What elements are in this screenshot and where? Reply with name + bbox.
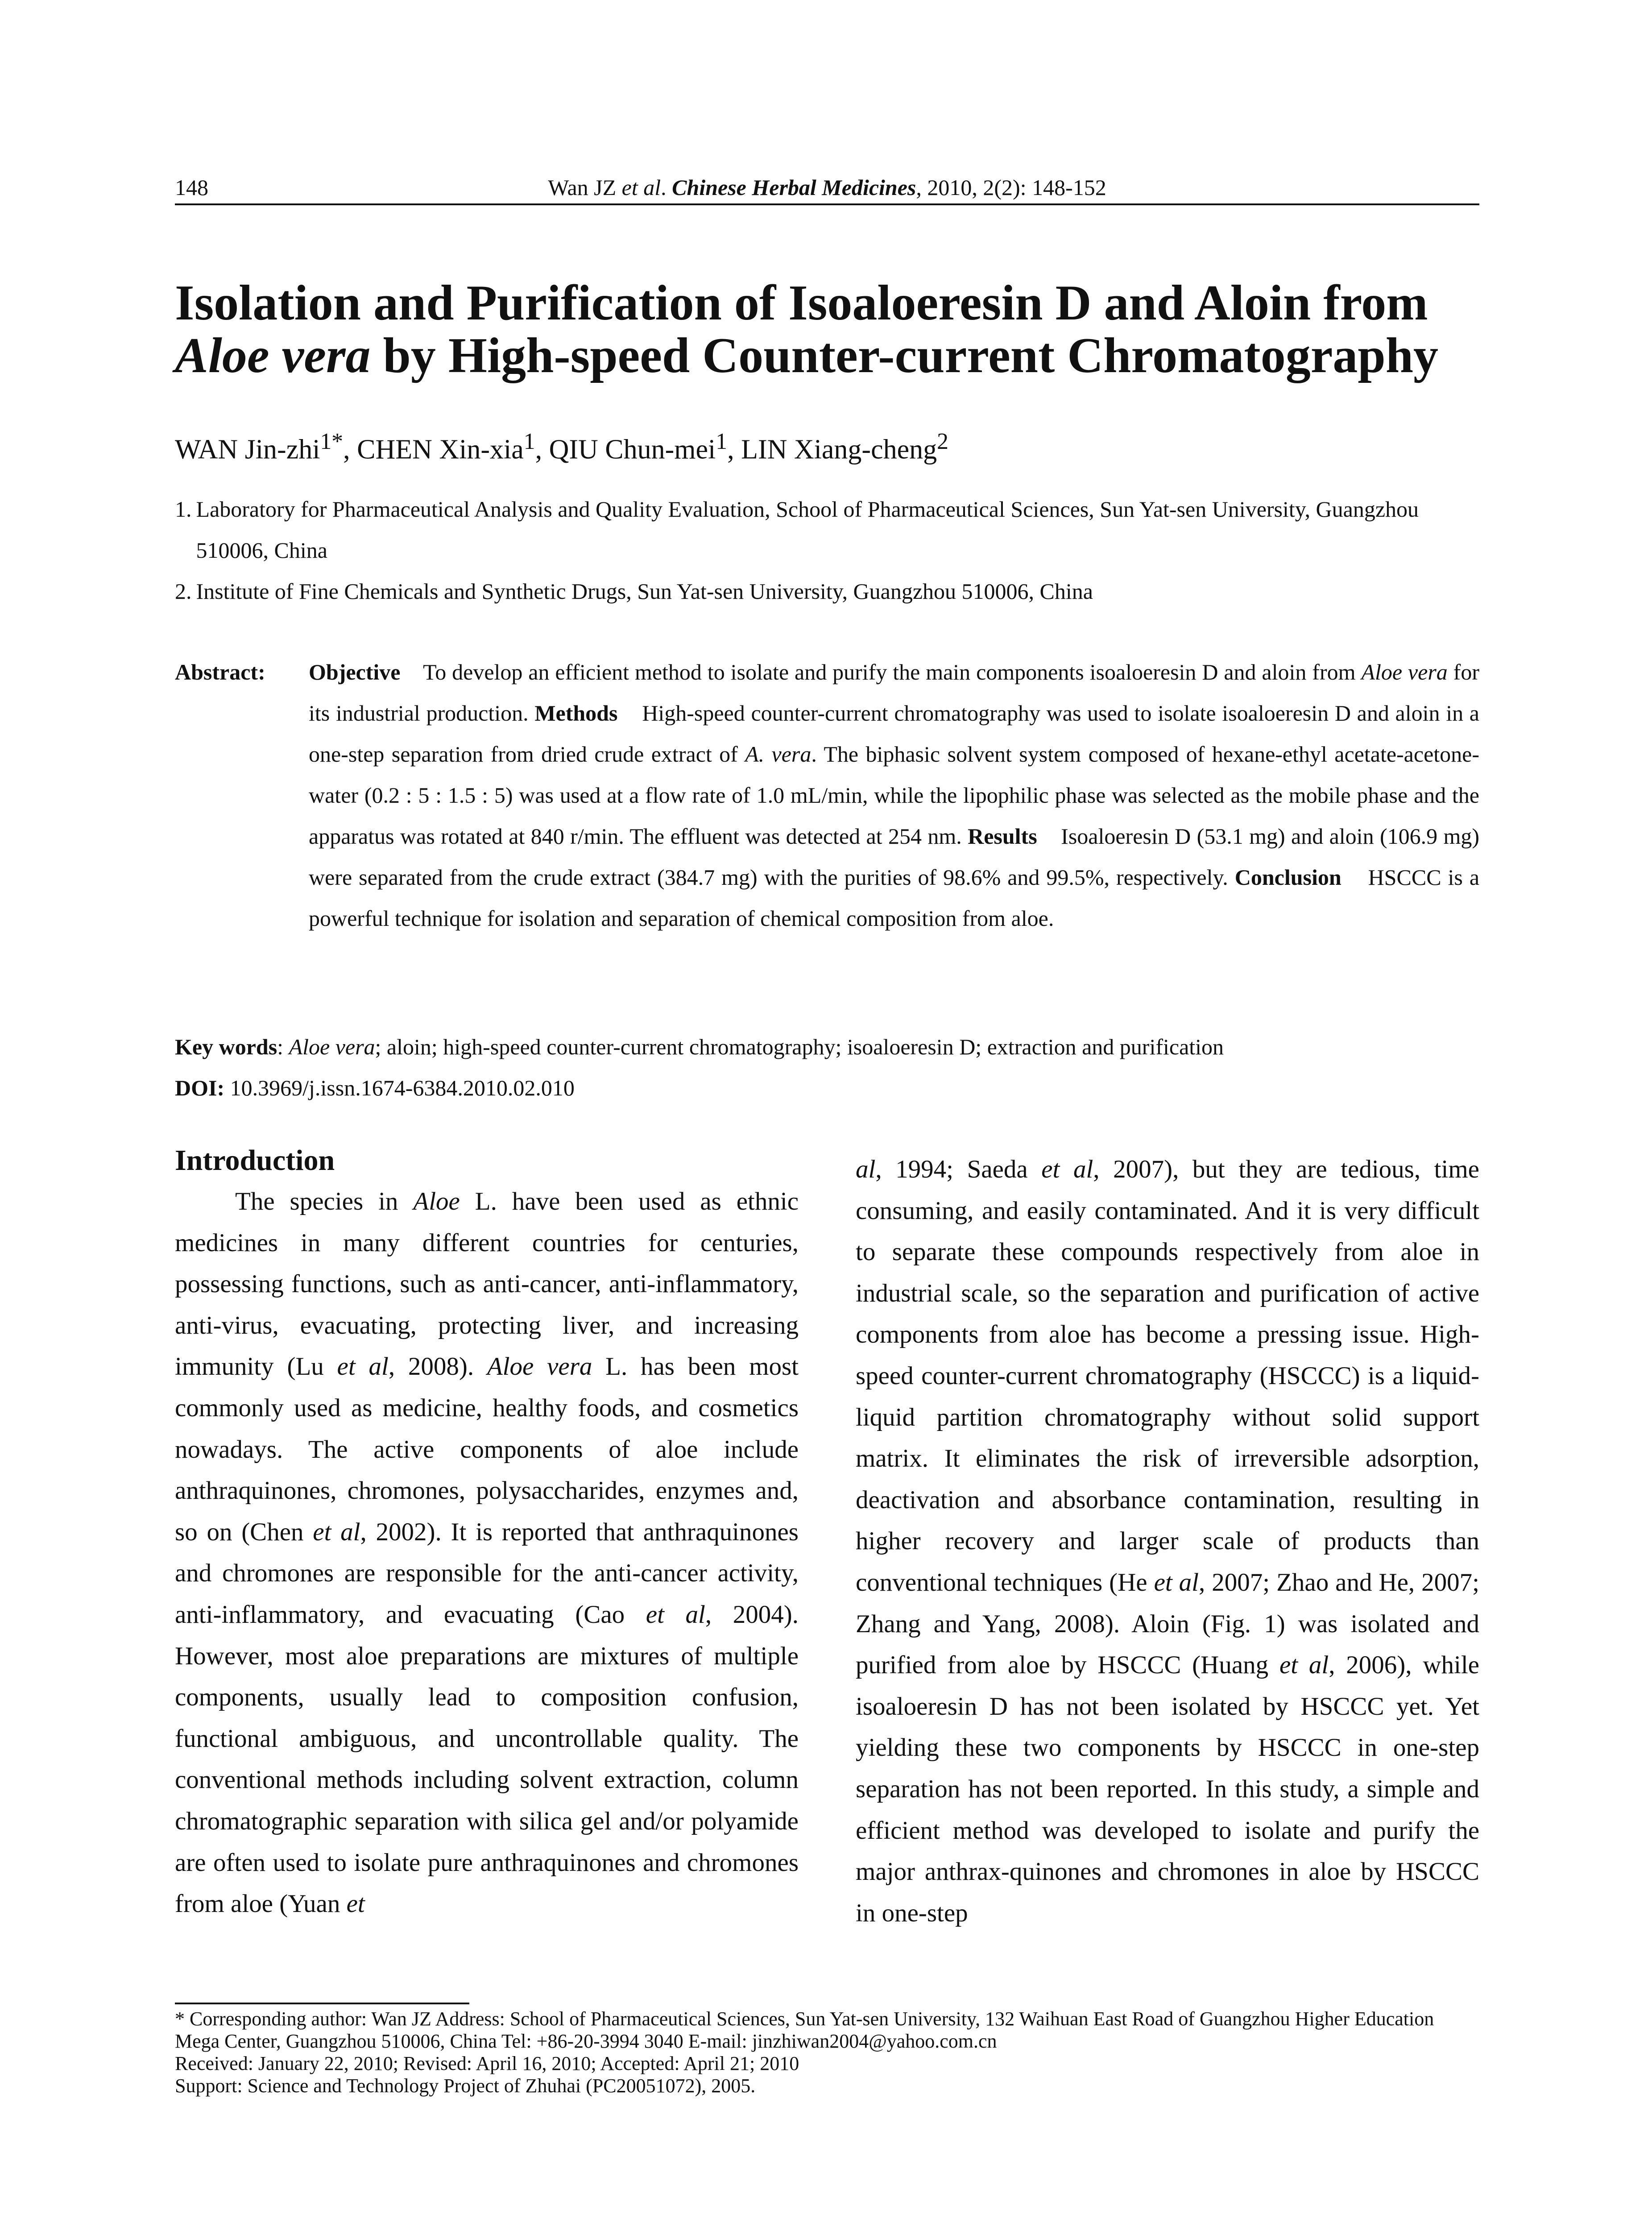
author-affiliation-mark: 2 <box>937 429 948 454</box>
author-affiliation-mark: 1 <box>716 429 728 454</box>
abstract <box>175 651 1479 939</box>
support-note: Support: Science and Technology Project of Zhuhai (PC20051072), 2005. <box>175 2075 756 2097</box>
abstract-body: Objective To develop an efficient method to isolate and purify the main components isoaloeresin D and aloin from Aloe vera for its industrial production. Methods High-speed counter-current chromatography was used to isolate isoaloeresin D and aloin in a one-step separation from dried crude extract of A. vera. The biphasic solvent system composed of hexane-ethyl acetate-acetone-water (0.2 : 5 : 1.5 : 5) was used at a flow rate of 1.0 mL/min, while the lipophilic phase was selected as the mobile phase and the apparatus was rotated at 840 r/min. The effluent was detected at 254 nm. Results Isoaloeresin D (53.1 mg) and aloin (106.9 mg) were separated from the crude extract (384.7 mg) with the purities of 98.6% and 99.5%, respectively. Conclusion HSCCC is a powerful technique for isolation and separation of chemical composition from aloe. <box>309 659 1480 931</box>
right-column <box>856 1149 1479 1934</box>
corresponding-author-note: * Corresponding author: Wan JZ Address: School of Pharmaceutical Sciences, Sun Yat-sen University, 132 Waihuan East Road of Guangzhou Higher Education Mega Center, Guangzhou 510006, China Tel: +86-20-3994 3040 E-mail: jinzhiwan2004@yahoo.com.cn <box>175 2008 1434 2052</box>
journal-name: Chinese Herbal Medicines <box>672 175 916 200</box>
body-paragraph-continued: al, 1994; Saeda et al, 2007), but they are tedious, time consuming, and easily contaminated. And it is very difficult to separate these compounds respectively from aloe in industrial scale, so the separation and purification of active components from aloe has become a pressing issue. High-speed counter-current chromatography (HSCCC) is a liquid-liquid partition chromatography without solid support matrix. It eliminates the risk of irreversible adsorption, deactivation and absorbance contamination, resulting in higher recovery and larger scale of products than conventional techniques (He et al, 2007; Zhao and He, 2007; Zhang and Yang, 2008). Aloin (Fig. 1) was isolated and purified from aloe by HSCCC (Huang et al, 2006), while isoaloeresin D has not been isolated by HSCCC yet. Yet yielding these two components by HSCCC in one-step separation has not been reported. In this study, a simple and efficient method was developed to isolate and purify the major anthrax-quinones and chromones in aloe by HSCCC in one-step <box>856 1155 1479 1927</box>
article-title: Isolation and Purification of Isoaloeresin D and Aloin from Aloe vera by High-speed Counter-current Chromatography <box>175 275 1438 383</box>
keywords-block <box>175 1026 1479 1108</box>
affiliation-item: 2. Institute of Fine Chemicals and Synthetic Drugs, Sun Yat-sen University, Guangzhou 510006, China <box>175 579 1093 604</box>
running-header <box>175 172 1479 203</box>
author-name: LIN Xiang-cheng <box>741 434 937 465</box>
page-number: 148 <box>175 175 208 200</box>
author-name: QIU Chun-mei <box>549 434 716 465</box>
objective-label: Objective <box>309 659 401 684</box>
doi-value: 10.3969/j.issn.1674-6384.2010.02.010 <box>224 1075 575 1100</box>
section-heading: Introduction <box>175 1144 335 1177</box>
doi-line: DOI: 10.3969/j.issn.1674-6384.2010.02.010 <box>175 1075 575 1100</box>
footnote-rule <box>175 2003 469 2004</box>
running-head: Wan JZ et al. Chinese Herbal Medicines, 2010, 2(2): 148-152 <box>548 175 1106 200</box>
header-rule <box>175 203 1479 205</box>
affiliations <box>175 489 1479 612</box>
footnotes <box>175 2008 1479 2097</box>
keywords-line: Key words: Aloe vera; aloin; high-speed counter-current chromatography; isoaloeresin D; extraction and purification <box>175 1034 1224 1059</box>
author-affiliation-mark: 1* <box>320 429 344 454</box>
left-column <box>175 1140 799 1925</box>
results-label: Results <box>968 824 1037 849</box>
body-paragraph: The species in Aloe L. have been used as ethnic medicines in many different countries for centuries, possessing functions, such as anti-cancer, anti-inflammatory, anti-virus, evacuating, protecting liver, and increasing immunity (Lu et al, 2008). Aloe vera L. has been most commonly used as medicine, healthy foods, and cosmetics nowadays. The active components of aloe include anthraquinones, chromones, polysaccharides, enzymes and, so on (Chen et al, 2002). It is reported that anthraquinones and chromones are responsible for the anti-cancer activity, anti-inflammatory, and evacuating (Cao et al, 2004). However, most aloe preparations are mixtures of multiple components, usually lead to composition confusion, functional ambiguous, and uncontrollable quality. The conventional methods including solvent extraction, column chromatographic separation with silica gel and/or polyamide are often used to isolate pure anthraquinones and chromones from aloe (Yuan et <box>175 1187 799 1918</box>
dates-note: Received: January 22, 2010; Revised: April 16, 2010; Accepted: April 21; 2010 <box>175 2053 799 2074</box>
methods-label: Methods <box>534 701 618 726</box>
author-list: WAN Jin-zhi$^{1*}$, CHEN Xin-xia$^1$, QIU Chun-mei$^1$, LIN Xiang-cheng$^2$ <box>175 429 948 465</box>
author-name: CHEN Xin-xia <box>357 434 524 465</box>
affiliation-item: 1. Laboratory for Pharmaceutical Analysis and Quality Evaluation, School of Pharmaceutical Sciences, Sun Yat-sen University, Guangzhou 510006, China <box>175 497 1419 563</box>
abstract-label: Abstract: <box>175 659 265 684</box>
author-name: WAN Jin-zhi <box>175 434 320 465</box>
conclusion-label: Conclusion <box>1234 865 1341 890</box>
author-affiliation-mark: 1 <box>523 429 535 454</box>
